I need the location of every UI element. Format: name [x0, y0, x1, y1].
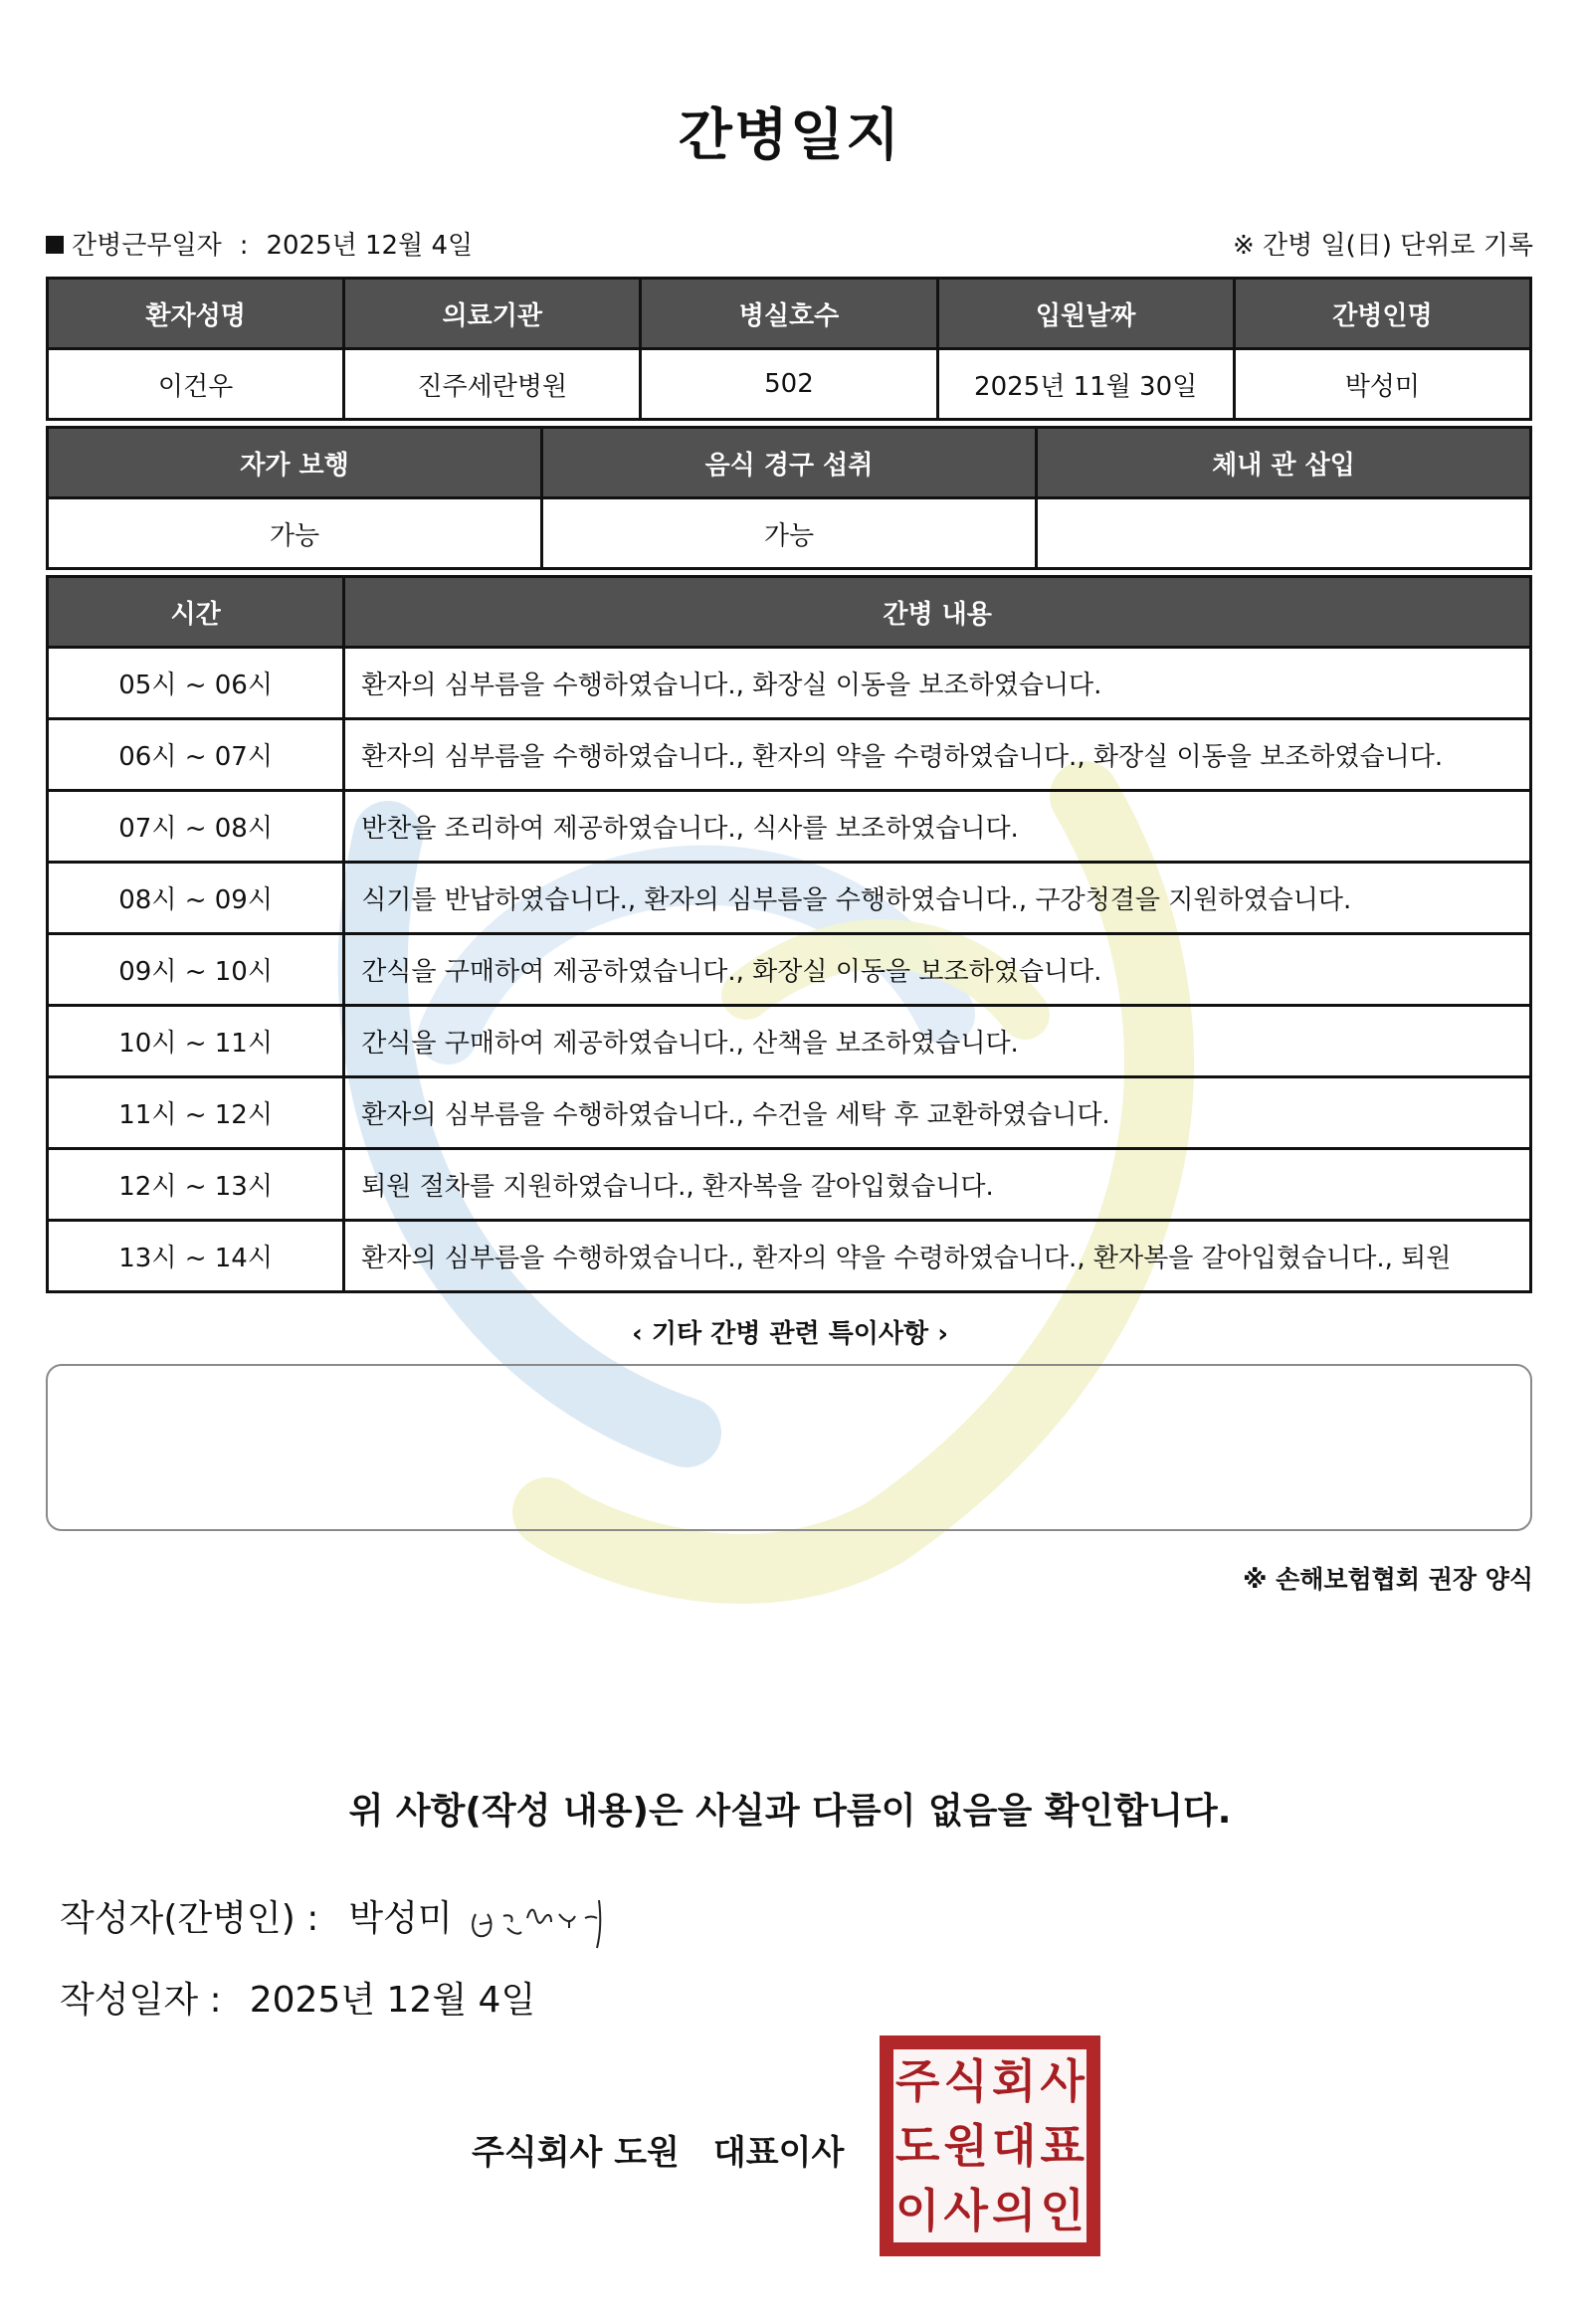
table-row: [48, 1149, 1531, 1221]
seal-char: 인: [1040, 2183, 1085, 2237]
header-self-walking: 자가 보행: [48, 428, 542, 498]
write-date-label: 작성일자 :: [60, 1980, 222, 2021]
time-cell: 09시 ~ 10시: [48, 934, 344, 1006]
time-cell: 05시 ~ 06시: [48, 648, 344, 719]
table-row: [48, 863, 1531, 934]
header-oral-intake: 음식 경구 섭취: [541, 428, 1036, 498]
header-patient-name: 환자성명: [48, 279, 344, 349]
ceo-title: 대표이사: [712, 2133, 845, 2173]
patient-info-table: [46, 277, 1532, 421]
content-cell: 퇴원 절차를 지원하였습니다., 환자복을 갈아입혔습니다.: [344, 1149, 1531, 1221]
table-row: [48, 934, 1531, 1006]
oral-intake-value: 가능: [541, 498, 1036, 569]
time-cell: 10시 ~ 11시: [48, 1006, 344, 1077]
header-care-content: 간병 내용: [344, 577, 1531, 648]
writer-label: 작성자(간병인) :: [60, 1898, 319, 1939]
content-cell: 환자의 심부름을 수행하였습니다., 수건을 세탁 후 교환하였습니다.: [344, 1077, 1531, 1149]
time-cell: 13시 ~ 14시: [48, 1221, 344, 1292]
document-title: 간병일지: [678, 103, 902, 168]
work-date-label: 간병근무일자: [72, 231, 222, 261]
write-date-line: [60, 1972, 535, 2023]
confirmation-statement: 위 사항(작성 내용)은 사실과 다름이 없음을 확인합니다.: [348, 1791, 1232, 1832]
writer-name: 박성미: [348, 1898, 453, 1939]
time-cell: 12시 ~ 13시: [48, 1149, 344, 1221]
table-row: [48, 1221, 1531, 1292]
patient-name-value: 이건우: [48, 349, 344, 420]
record-unit-note: ※ 간병 일(日) 단위로 기록: [1232, 231, 1533, 261]
header-admission-date: 입원날짜: [937, 279, 1234, 349]
write-date-value: 2025년 12월 4일: [249, 1980, 536, 2021]
remarks-title: ‹ 기타 간병 관련 특이사항 ›: [632, 1319, 948, 1349]
seal-char: 원: [943, 2118, 988, 2173]
table-row: [48, 648, 1531, 719]
seal-char: 주: [895, 2054, 940, 2109]
content-cell: 간식을 구매하여 제공하였습니다., 화장실 이동을 보조하였습니다.: [344, 934, 1531, 1006]
patient-info-header-row: [48, 279, 1531, 349]
tube-insertion-value: [1036, 498, 1530, 569]
time-cell: 06시 ~ 07시: [48, 719, 344, 791]
seal-char: 도: [895, 2118, 940, 2173]
writer-line: [60, 1890, 453, 1941]
square-bullet-icon: [46, 236, 64, 254]
remarks-box: [46, 1364, 1532, 1531]
source-note: ※ 손해보험협회 권장 양식: [1243, 1565, 1533, 1594]
time-cell: 08시 ~ 09시: [48, 863, 344, 934]
patient-info-value-row: [48, 349, 1531, 420]
caregiver-name-value: 박성미: [1234, 349, 1530, 420]
admission-date-value: 2025년 11월 30일: [937, 349, 1234, 420]
care-log-table: [46, 575, 1532, 1293]
table-row: [48, 719, 1531, 791]
seal-char: 이: [895, 2183, 940, 2237]
seal-char: 표: [1040, 2118, 1085, 2173]
content-cell: 환자의 심부름을 수행하였습니다., 환자의 약을 수령하였습니다., 환자복을 갈아입혔습니다., 퇴원: [344, 1221, 1531, 1292]
seal-inner: [893, 2049, 1086, 2242]
room-number-value: 502: [641, 349, 937, 420]
company-signature-line: [472, 2125, 844, 2174]
table-row: [48, 1006, 1531, 1077]
care-log-header-row: [48, 577, 1531, 648]
content-cell: 간식을 구매하여 제공하였습니다., 산책을 보조하였습니다.: [344, 1006, 1531, 1077]
seal-char: 의: [992, 2183, 1037, 2237]
table-row: [48, 791, 1531, 863]
header-tube-insertion: 체내 관 삽입: [1036, 428, 1530, 498]
company-name: 주식회사 도원: [472, 2133, 680, 2173]
seal-char: 회: [992, 2054, 1037, 2109]
table-row: [48, 1077, 1531, 1149]
work-date-separator: :: [239, 231, 249, 261]
status-header-row: [48, 428, 1531, 498]
work-date-line: [46, 225, 473, 262]
time-cell: 07시 ~ 08시: [48, 791, 344, 863]
header-hospital: 의료기관: [344, 279, 641, 349]
seal-char: 식: [943, 2054, 988, 2109]
content-cell: 환자의 심부름을 수행하였습니다., 화장실 이동을 보조하였습니다.: [344, 648, 1531, 719]
handwritten-signature: [468, 1892, 617, 1952]
content-cell: 식기를 반납하였습니다., 환자의 심부름을 수행하였습니다., 구강청결을 지원하였습니다.: [344, 863, 1531, 934]
content-cell: 환자의 심부름을 수행하였습니다., 환자의 약을 수령하였습니다., 화장실 이동을 보조하였습니다.: [344, 719, 1531, 791]
seal-char: 사: [943, 2183, 988, 2237]
self-walking-value: 가능: [48, 498, 542, 569]
work-date-value: 2025년 12월 4일: [266, 231, 474, 261]
hospital-value: 진주세란병원: [344, 349, 641, 420]
header-caregiver-name: 간병인명: [1234, 279, 1530, 349]
seal-char: 사: [1040, 2054, 1085, 2109]
header-time: 시간: [48, 577, 344, 648]
header-room-number: 병실호수: [641, 279, 937, 349]
content-cell: 반찬을 조리하여 제공하였습니다., 식사를 보조하였습니다.: [344, 791, 1531, 863]
company-seal-stamp: [880, 2035, 1100, 2256]
time-cell: 11시 ~ 12시: [48, 1077, 344, 1149]
seal-char: 대: [992, 2118, 1037, 2173]
status-value-row: [48, 498, 1531, 569]
patient-status-table: [46, 426, 1532, 570]
